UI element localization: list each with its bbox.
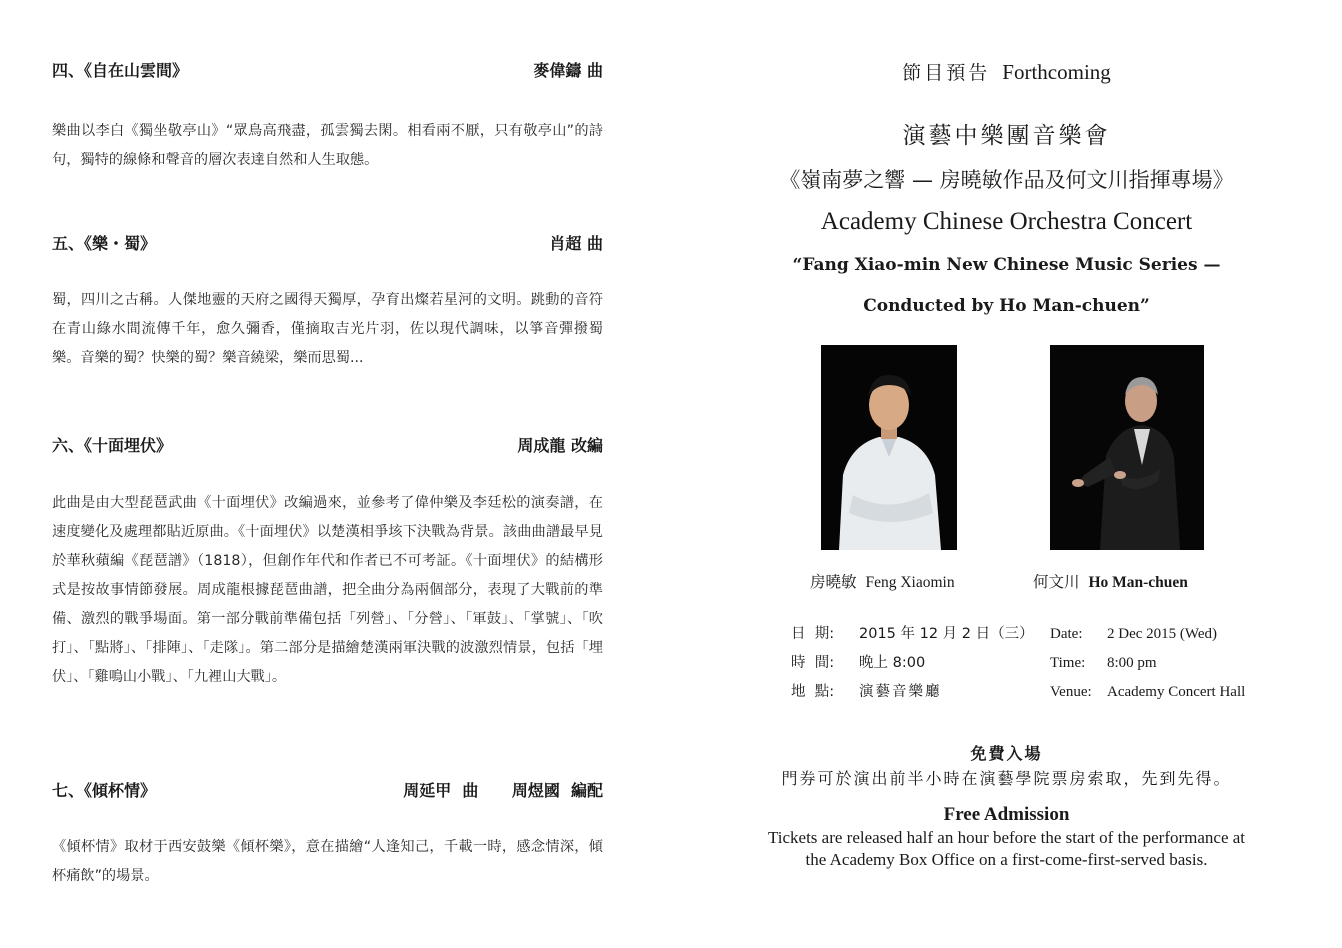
detail-row-date-en	[1050, 620, 1245, 649]
detail-row-venue-en	[1050, 678, 1245, 707]
detail-label: 時 間:	[791, 655, 835, 671]
piece-header	[52, 778, 603, 804]
detail-label: 日 期:	[791, 626, 835, 642]
composer-name-zh: 房曉敏	[810, 573, 857, 591]
admission-en: Free Admission	[943, 804, 1070, 825]
programme-piece	[52, 58, 603, 168]
forthcoming-page	[671, 0, 1342, 948]
concert-subtitle-zh: 《嶺南夢之響 — 房曉敏作品及何文川指揮專場》	[779, 168, 1234, 192]
concert-title-en: Academy Chinese Orchestra Concert	[820, 208, 1193, 235]
event-details-zh	[791, 620, 1034, 707]
composer-name-en: Feng Xiaomin	[865, 574, 955, 591]
forthcoming-heading-en: Forthcoming	[1002, 60, 1111, 84]
detail-label-en: Venue:	[1050, 684, 1092, 700]
piece-header	[52, 433, 603, 459]
piece-description: 蜀，四川之古稱。人傑地靈的天府之國得天獨厚，孕育出燦若星河的文明。跳動的音符在青山綠水間流傳千年，愈久彌香，僅摘取吉光片羽，佐以現代調味，以箏音彈撥蜀樂。音樂的蜀？快樂的蜀？樂音繞梁，樂而思蜀...	[52, 292, 603, 366]
conductor-name-en: Ho Man-chuen	[1088, 574, 1188, 591]
detail-value-en: 8:00 pm	[1107, 655, 1157, 671]
piece-composer: 周成龍 改編	[517, 436, 603, 455]
admission-note-en-line1: Tickets are released half an hour before the start of the performance at	[767, 828, 1246, 847]
detail-label-en: Date:	[1050, 626, 1083, 642]
forthcoming-heading-zh: 節目預告	[902, 62, 991, 84]
detail-row-time-en	[1050, 649, 1245, 678]
piece-composer: 周延甲 曲 周煜國 編配	[403, 781, 603, 800]
programme-piece	[52, 231, 603, 366]
piece-description: 樂曲以李白《獨坐敬亭山》“眾鳥高飛盡，孤雲獨去閑。相看兩不厭，只有敬亭山”的詩句，獨特的線條和聲音的層次表達自然和人生取態。	[52, 123, 603, 168]
piece-composer: 肖超 曲	[549, 234, 603, 253]
composer-photo	[821, 345, 957, 550]
detail-value-en: 2 Dec 2015 (Wed)	[1107, 626, 1218, 642]
piece-header	[52, 58, 603, 84]
composer-caption	[810, 570, 955, 592]
concert-title-zh: 演藝中樂團音樂會	[902, 123, 1111, 149]
conductor-caption	[1033, 570, 1188, 592]
admission-note-zh: 門券可於演出前半小時在演藝學院票房索取，先到先得。	[781, 769, 1232, 788]
detail-label-en: Time:	[1050, 655, 1086, 671]
detail-value: 2015 年 12 月 2 日（三）	[859, 626, 1034, 642]
piece-description: 《傾杯情》取材于西安鼓樂《傾杯樂》，意在描繪“人逢知己，千載一時，感念情深，傾杯痛飲”的場景。	[52, 839, 603, 884]
conductor-name-zh: 何文川	[1033, 573, 1080, 591]
piece-title: 六、《十面埋伏》	[52, 436, 173, 455]
piece-title: 四、《自在山雲間》	[52, 61, 189, 80]
detail-row-time	[791, 649, 1034, 678]
forthcoming-heading	[671, 58, 1342, 85]
detail-row-date	[791, 620, 1034, 649]
piece-composer: 麥偉鑄 曲	[533, 61, 603, 80]
detail-value: 演藝音樂廳	[859, 684, 942, 700]
detail-row-venue	[791, 678, 1034, 707]
piece-header	[52, 231, 603, 257]
piece-description: 此曲是由大型琵琶武曲《十面埋伏》改編過來，並參考了偉仲樂及李廷松的演奏譜，在速度變化及處理都貼近原曲。《十面埋伏》以楚漢相爭垓下決戰為背景。該曲曲譜最早見於華秋蘋編《琵琶譜》（1818），但創作年代和作者已不可考証。《十面埋伏》的結構形式是按故事情節發展。周成龍根據琵琶曲譜，把全曲分為兩個部分，表現了大戰前的準備、激烈的戰爭場面。第一部分戰前準備包括「列營」、「分營」、「軍鼓」、「掌號」、「吹打」、「點將」、「排陣」、「走隊」。第二部分是描繪楚漢兩軍決戰的波激烈情景，包括「埋伏」、「雞鳴山小戰」、「九裡山大戰」。	[52, 495, 603, 685]
programme-piece	[52, 433, 603, 685]
conductor-photo	[1050, 345, 1204, 550]
detail-value: 晚上 8:00	[859, 655, 926, 671]
event-details-en	[1050, 620, 1245, 707]
admission-note-en-line2: the Academy Box Office on a first-come-first-served basis.	[805, 850, 1208, 869]
detail-label: 地 點:	[791, 684, 835, 700]
concert-subtitle-en-line2: Conducted by Ho Man-chuen”	[863, 296, 1150, 316]
detail-value-en: Academy Concert Hall	[1107, 684, 1246, 700]
piece-title: 五、《樂・蜀》	[52, 234, 157, 253]
piece-title: 七、《傾杯情》	[52, 781, 157, 800]
programme-piece	[52, 778, 603, 884]
concert-subtitle-en-line1: “Fang Xiao-min New Chinese Music Series —	[792, 255, 1221, 275]
admission-zh: 免費入場	[970, 744, 1043, 763]
